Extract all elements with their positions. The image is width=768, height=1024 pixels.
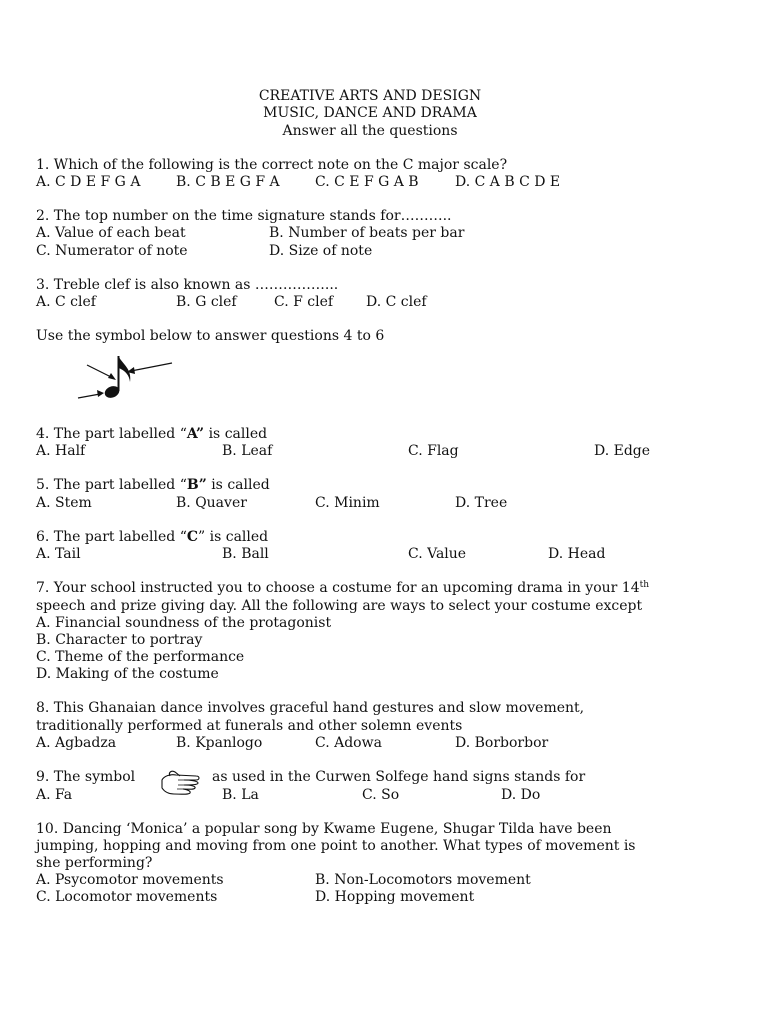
q6-option-c: C. Value — [408, 546, 467, 562]
q10-option-b: B. Non-Locomotors movement — [315, 872, 531, 888]
q6-option-b: B. Ball — [222, 546, 269, 562]
q10-option-d: D. Hopping movement — [315, 889, 475, 905]
q8-option-d: D. Borborbor — [455, 735, 549, 751]
page-subtitle: MUSIC, DANCE AND DRAMA — [263, 105, 477, 121]
q3-option-a: A. C clef — [36, 294, 96, 310]
q4-option-a: A. Half — [36, 443, 86, 459]
question-7-continued: speech and prize giving day. All the following are ways to select your costume except — [36, 598, 643, 614]
q9-option-c: C. So — [362, 787, 400, 803]
q3-option-c: C. F clef — [274, 294, 334, 310]
question-2: 2. The top number on the time signature stands for……….. — [36, 208, 452, 224]
q6-option-a: A. Tail — [36, 546, 81, 562]
q1-option-d: D. C A B C D E — [455, 174, 561, 190]
q9-option-b: B. La — [222, 787, 259, 803]
question-5: 5. The part labelled “B” is called — [36, 477, 270, 493]
question-6: 6. The part labelled “C” is called — [36, 529, 269, 545]
quaver-note-icon — [70, 350, 190, 410]
q9-option-a: A. Fa — [36, 787, 73, 803]
q9-option-d: D. Do — [501, 787, 541, 803]
q7-option-d: D. Making of the costume — [36, 666, 219, 682]
question-9-continued: as used in the Curwen Solfege hand signs stands for — [212, 769, 586, 785]
question-10-continued: jumping, hopping and moving from one point to another. What types of movement is — [36, 838, 636, 854]
q7-option-a: A. Financial soundness of the protagonist — [36, 615, 332, 631]
q10-option-c: C. Locomotor movements — [36, 889, 218, 905]
q2-option-c: C. Numerator of note — [36, 243, 188, 259]
q8-option-a: A. Agbadza — [36, 735, 117, 751]
question-4: 4. The part labelled “A” is called — [36, 426, 268, 442]
q3-option-d: D. C clef — [366, 294, 427, 310]
question-1: 1. Which of the following is the correct note on the C major scale? — [36, 157, 508, 173]
q7-option-c: C. Theme of the performance — [36, 649, 245, 665]
q1-option-c: C. C E F G A B — [315, 174, 419, 190]
q1-option-b: B. C B E G F A — [176, 174, 280, 190]
question-9: 9. The symbol — [36, 769, 136, 785]
q6-option-d: D. Head — [548, 546, 606, 562]
question-3: 3. Treble clef is also known as ……………... — [36, 277, 339, 293]
q4-option-b: B. Leaf — [222, 443, 273, 459]
instruction: Answer all the questions — [282, 123, 458, 139]
q5-option-c: C. Minim — [315, 495, 380, 511]
q4-option-c: C. Flag — [408, 443, 459, 459]
q2-option-b: B. Number of beats per bar — [269, 225, 465, 241]
page-title: CREATIVE ARTS AND DESIGN — [258, 88, 482, 104]
q10-option-a: A. Psycomotor movements — [36, 872, 224, 888]
question-8-continued: traditionally performed at funerals and other solemn events — [36, 718, 463, 734]
q1-option-a: A. C D E F G A — [36, 174, 141, 190]
hand-sign-icon — [158, 768, 206, 798]
question-7: 7. Your school instructed you to choose a costume for an upcoming drama in your 14th — [36, 580, 650, 596]
q2-option-d: D. Size of note — [269, 243, 373, 259]
q4-option-d: D. Edge — [594, 443, 651, 459]
q2-option-a: A. Value of each beat — [36, 225, 186, 241]
q8-option-c: C. Adowa — [315, 735, 382, 751]
symbol-instruction: Use the symbol below to answer questions 4 to 6 — [36, 328, 385, 344]
question-8: 8. This Ghanaian dance involves graceful hand gestures and slow movement, — [36, 700, 585, 716]
q3-option-b: B. G clef — [176, 294, 237, 310]
q5-option-b: B. Quaver — [176, 495, 247, 511]
q8-option-b: B. Kpanlogo — [176, 735, 263, 751]
question-10: 10. Dancing ‘Monica’ a popular song by Kwame Eugene, Shugar Tilda have been — [36, 821, 612, 837]
q5-option-a: A. Stem — [36, 495, 92, 511]
q5-option-d: D. Tree — [455, 495, 508, 511]
question-10-continued-2: she performing? — [36, 855, 153, 871]
q7-option-b: B. Character to portray — [36, 632, 203, 648]
